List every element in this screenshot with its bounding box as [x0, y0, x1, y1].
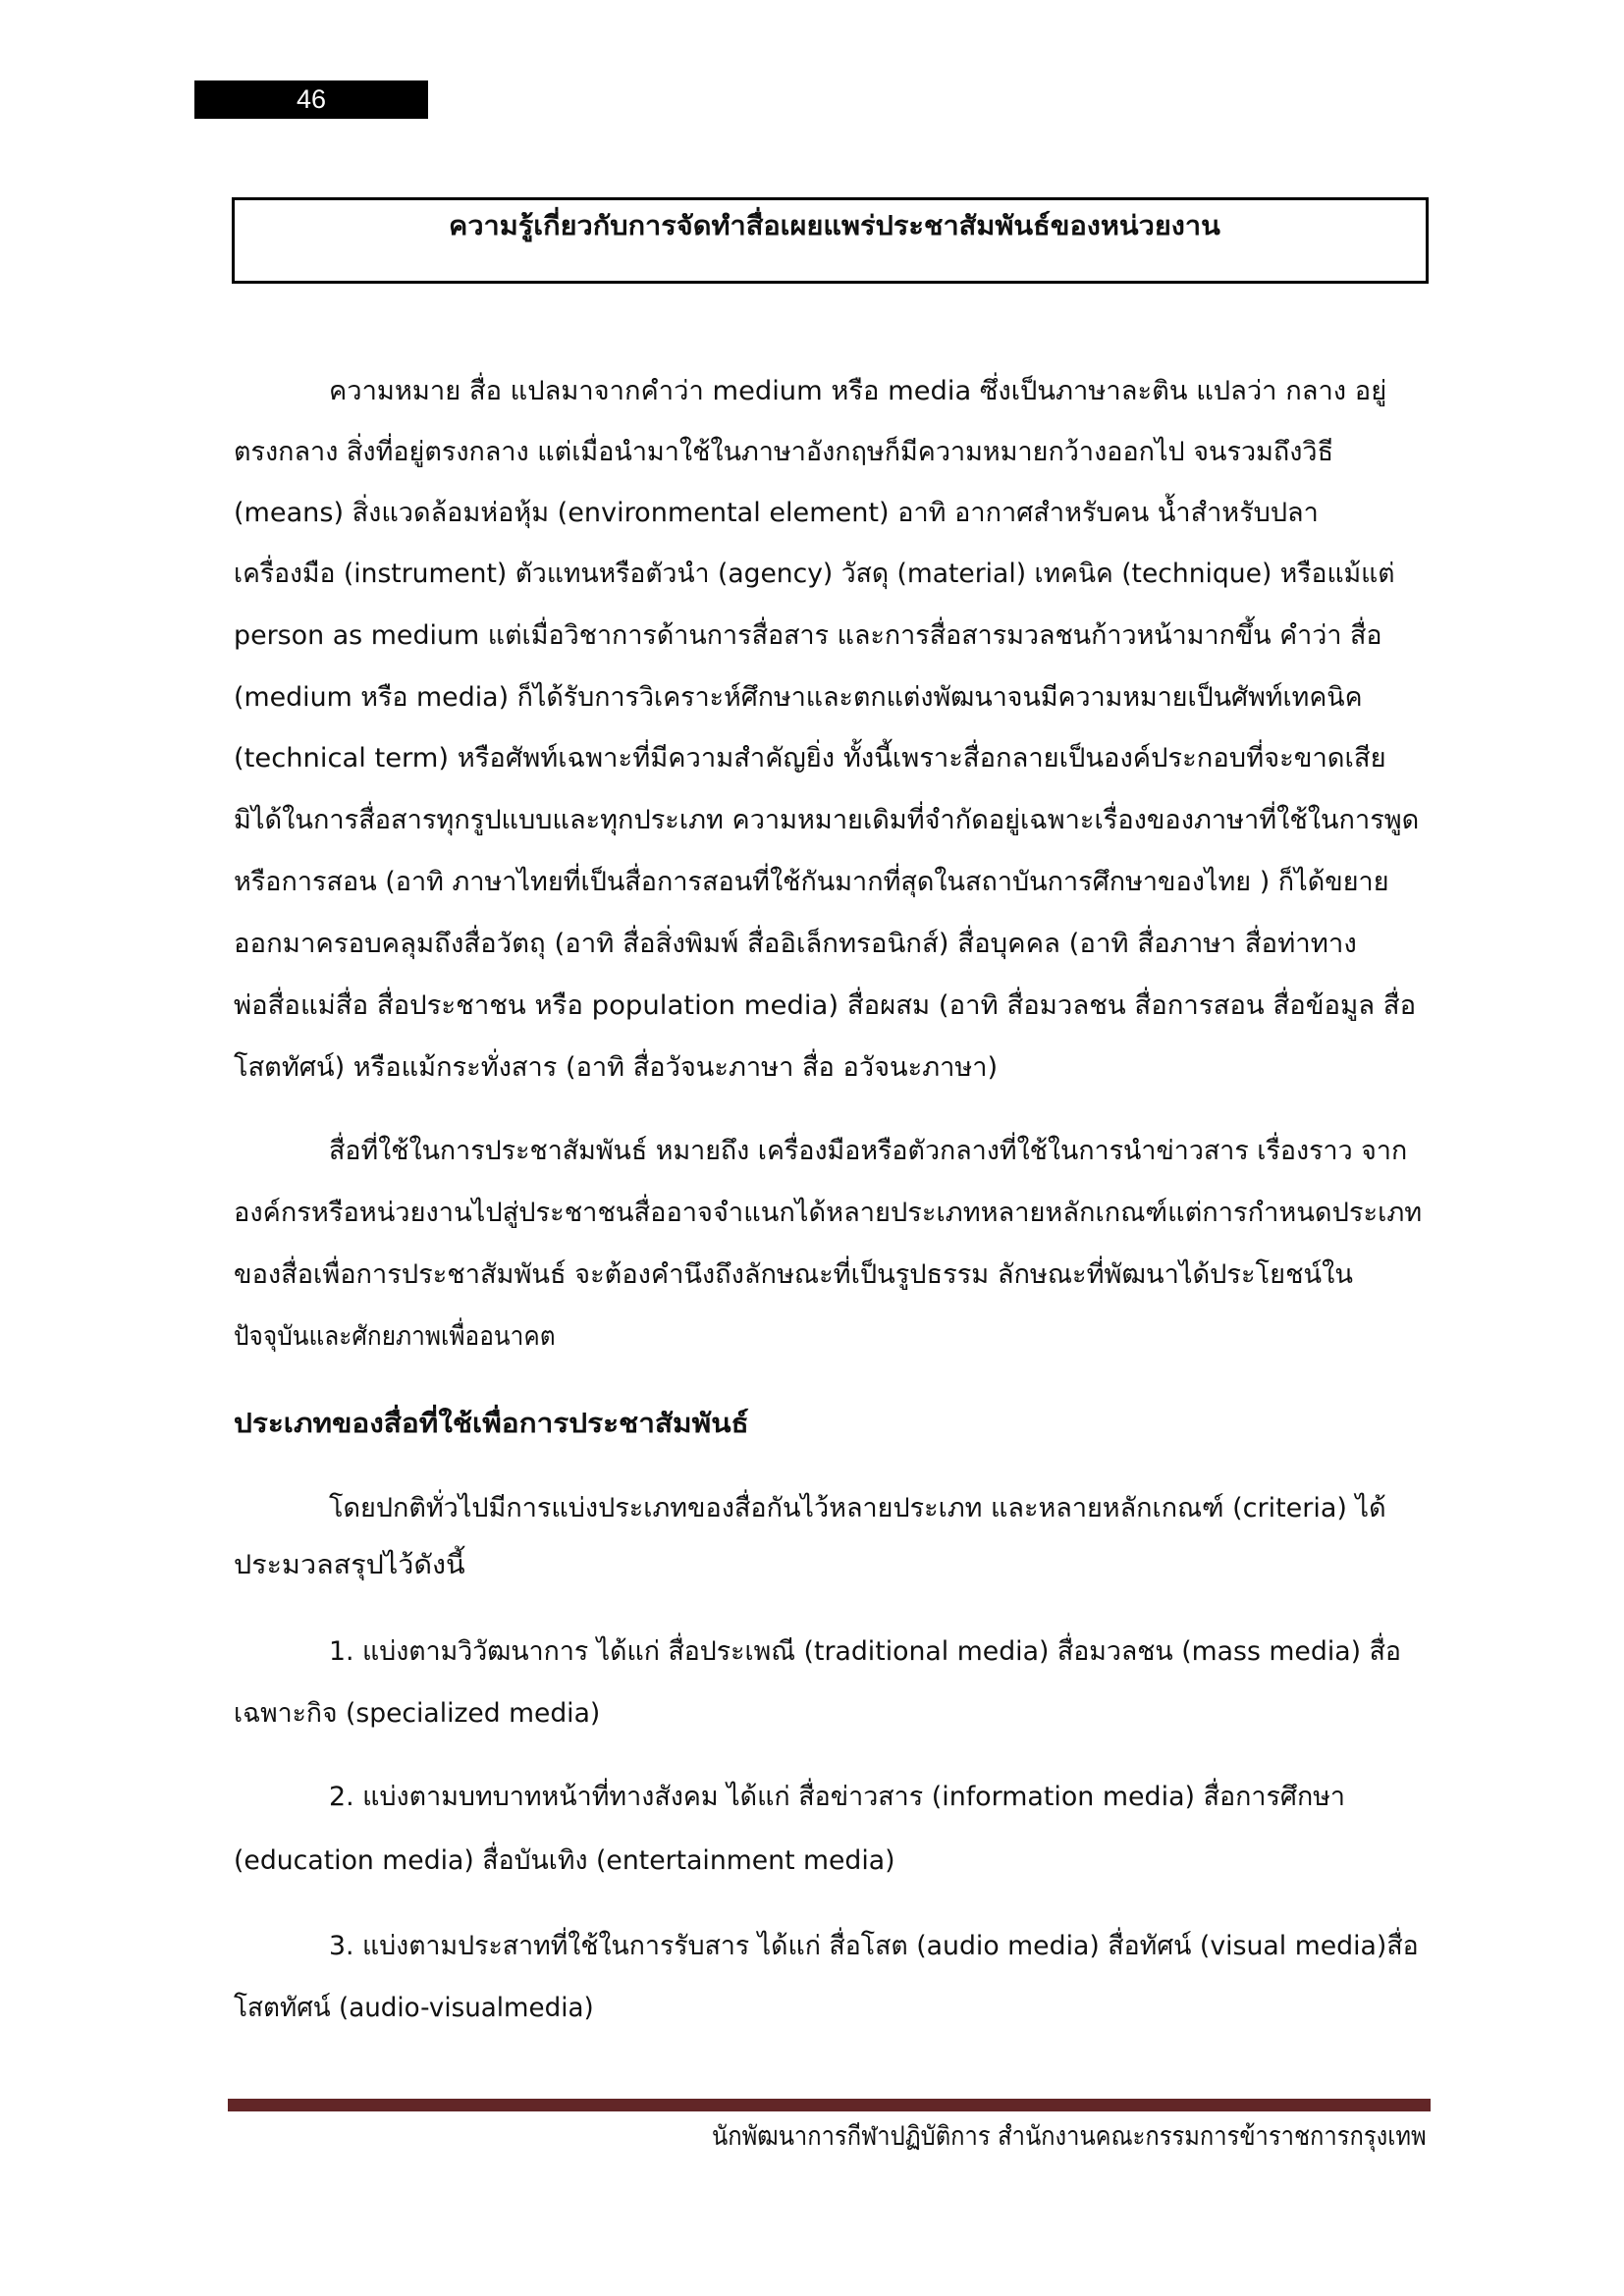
- list-item-line: 3. แบ่งตามประสาทที่ใช้ในการรับสาร ได้แก่ สื่อโสต (audio media) สื่อทัศน์ (visual media)สื่อ: [329, 1931, 1419, 1961]
- page-number-box: [194, 80, 428, 119]
- paragraph-line: ความหมาย สื่อ แปลมาจากคำว่า medium หรือ media ซึ่งเป็นภาษาละติน แปลว่า กลาง อยู่: [329, 376, 1387, 406]
- page-title: ความรู้เกี่ยวกับการจัดทำสื่อเผยแพร่ประชาสัมพันธ์ของหน่วยงาน: [449, 211, 1220, 241]
- section-heading: ประเภทของสื่อที่ใช้เพื่อการประชาสัมพันธ์: [234, 1409, 749, 1439]
- paragraph-line: มิได้ในการสื่อสารทุกรูปแบบและทุกประเภท ความหมายเดิมที่จำกัดอยู่เฉพาะเรื่องของภาษาที่ใช้ในการพูด: [234, 805, 1420, 835]
- paragraph-line: เครื่องมือ (instrument) ตัวแทนหรือตัวนำ (agency) วัสดุ (material) เทคนิค (technique) หรือแม้แต่: [234, 559, 1395, 589]
- paragraph-line: ออกมาครอบคลุมถึงสื่อวัตถุ (อาทิ สื่อสิ่งพิมพ์ สื่ออิเล็กทรอนิกส์) สื่อบุคคล (อาทิ สื่อภาษา สื่อท่าทาง: [234, 929, 1357, 959]
- paragraph-line: โสตทัศน์) หรือแม้กระทั่งสาร (อาทิ สื่อวัจนะภาษา สื่อ อวัจนะภาษา): [234, 1052, 999, 1083]
- paragraph-line: (medium หรือ media) ก็ได้รับการวิเคราะห์ศึกษาและตกแต่งพัฒนาจนมีความหมายเป็นศัพท์เทคนิค: [234, 682, 1363, 713]
- paragraph-line: person as medium แต่เมื่อวิชาการด้านการสื่อสาร และการสื่อสารมวลชนก้าวหน้ามากขึ้น คำว่า สื่อ: [234, 620, 1382, 651]
- paragraph-line: หรือการสอน (อาทิ ภาษาไทยที่เป็นสื่อการสอนที่ใช้กันมากที่สุดในสถาบันการศึกษาของไทย ) ก็ได้ขยาย: [234, 867, 1389, 897]
- list-item-line: 2. แบ่งตามบทบาทหน้าที่ทางสังคม ได้แก่ สื่อข่าวสาร (information media) สื่อการศึกษา: [329, 1782, 1346, 1812]
- list-item-line: (education media) สื่อบันเทิง (entertainment media): [234, 1845, 895, 1876]
- page-number: 46: [296, 84, 327, 114]
- paragraph-line: ประมวลสรุปไว้ดังนี้: [234, 1550, 465, 1580]
- paragraph-line: ตรงกลาง สิ่งที่อยู่ตรงกลาง แต่เมื่อนำมาใช้ในภาษาอังกฤษก็มีความหมายกว้างออกไป จนรวมถึงวิธี: [234, 437, 1334, 467]
- paragraph-line: (technical term) หรือศัพท์เฉพาะที่มีความสำคัญยิ่ง ทั้งนี้เพราะสื่อกลายเป็นองค์ประกอบที่จะขาดเสีย: [234, 743, 1386, 774]
- list-item-line: เฉพาะกิจ (specialized media): [234, 1698, 601, 1729]
- paragraph-line: ของสื่อเพื่อการประชาสัมพันธ์ จะต้องคำนึงถึงลักษณะที่เป็นรูปธรรม ลักษณะที่พัฒนาได้ประโยชน์ใน: [234, 1259, 1353, 1290]
- paragraph-line: โดยปกติทั่วไปมีการแบ่งประเภทของสื่อกันไว้หลายประเภท และหลายหลักเกณฑ์ (criteria) ได้: [329, 1493, 1386, 1523]
- paragraph-line: องค์กรหรือหน่วยงานไปสู่ประชาชนสื่ออาจจำแนกได้หลายประเภทหลายหลักเกณฑ์แต่การกำหนดประเภท: [234, 1198, 1423, 1228]
- footer-text: นักพัฒนาการกีฬาปฏิบัติการ สำนักงานคณะกรรมการข้าราชการกรุงเทพ: [712, 2121, 1427, 2152]
- list-item-line: โสตทัศน์ (audio-visualmedia): [234, 1993, 594, 2023]
- paragraph-line: พ่อสื่อแม่สื่อ สื่อประชาชน หรือ population media) สื่อผสม (อาทิ สื่อมวลชน สื่อการสอน สื่อข้อมูล สื่อ: [234, 990, 1417, 1021]
- paragraph-line: สื่อที่ใช้ในการประชาสัมพันธ์ หมายถึง เครื่องมือหรือตัวกลางที่ใช้ในการนำข่าวสาร เรื่องราว จาก: [329, 1136, 1408, 1166]
- list-item-line: 1. แบ่งตามวิวัฒนาการ ได้แก่ สื่อประเพณี (traditional media) สื่อมวลชน (mass media) สื่อ: [329, 1636, 1401, 1667]
- paragraph-line: ปัจจุบันและศักยภาพเพื่ออนาคต: [234, 1321, 556, 1352]
- footer-divider-bar: [228, 2099, 1431, 2111]
- paragraph-line: (means) สิ่งแวดล้อมห่อหุ้ม (environmental element) อาทิ อากาศสำหรับคน น้ำสำหรับปลา: [234, 498, 1319, 528]
